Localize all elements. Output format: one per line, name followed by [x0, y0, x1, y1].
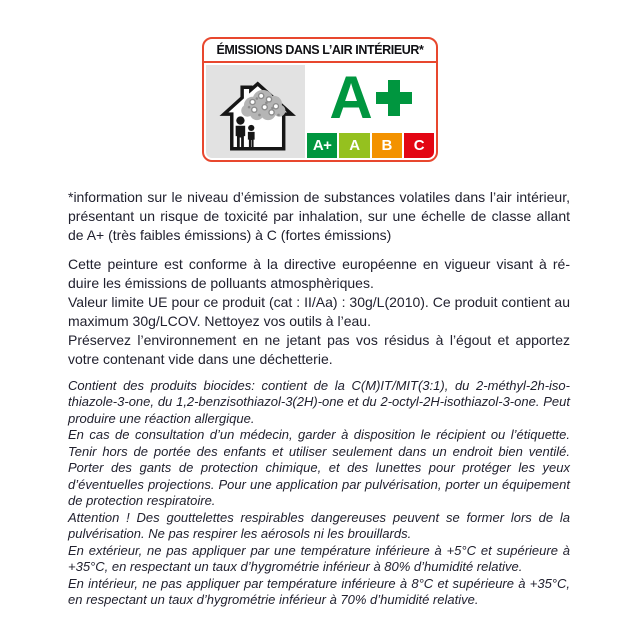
scale-box-c: C	[404, 133, 434, 158]
badge-body	[204, 63, 436, 160]
scale-box-b: B	[372, 133, 402, 158]
house-emissions-icon	[211, 69, 301, 154]
house-pictogram-panel	[206, 65, 305, 158]
biocide-paragraph-precautions: En cas de consultation d’un médecin, garder à disposition le récipient ou l’étiquette. Tenir hors de portée des enfants et utiliser seulement dans un endroit bien ventilé. Porter des gants de protection chimique, et des lunettes pour protéger les yeux d’éventuelles projections. Pour une application par pulvérisation, porter un équipement de protection respiratoire.	[68, 427, 570, 508]
biocide-paragraph-exterior: En extérieur, ne pas appliquer par une température inférieure à +5°C et supérieure à +35°C, en respectant un taux d’hygrométrie inférieur à 80% d’humidité relative.	[68, 542, 570, 574]
scale-box-a-plus: A+	[307, 133, 337, 158]
rating-value	[307, 65, 434, 133]
regulatory-paragraph-environment: Préservez l’environnement en ne jetant pas vos résidus à l’égout et apportez votre contenant vide dans une déchetterie.	[68, 331, 570, 367]
rating-panel	[307, 65, 434, 158]
biocide-paragraph-interior: En intérieur, ne pas appliquer par température inférieure à 8°C et supérieure à +35°C, en respectant un taux d’hygrométrie inférieur à 70% d’humidité relative.	[68, 575, 570, 607]
scale-box-a: A	[339, 133, 369, 158]
badge-title: ÉMISSIONS DANS L’AIR INTÉRIEUR*	[204, 39, 436, 63]
rating-plus-icon	[376, 80, 412, 116]
label-text-block	[68, 188, 570, 609]
regulatory-paragraph-directive: Cette peinture est conforme à la directive européenne en vigueur visant à réduire les émissions de polluants atmosphèriques.	[68, 255, 570, 291]
rating-scale	[307, 133, 434, 158]
biocide-warning-section	[68, 378, 570, 609]
rating-letter: A	[329, 63, 371, 131]
footnote-paragraph: *information sur le niveau d’émission de substances volatiles dans l’air intérieur, présentant un risque de toxicité par inhalation, sur une échelle de classe allant de A+ (très faibles émissions) à C (fortes émissions)	[68, 188, 570, 243]
regulatory-section	[68, 255, 570, 369]
regulatory-paragraph-voc-limit: Valeur limite UE pour ce produit (cat : II/Aa) : 30g/L(2010). Ce produit contient au maximum 30g/LCOV. Nettoyez vos outils à l’eau.	[68, 293, 570, 329]
biocide-paragraph-contents: Contient des produits biocides: contient de la C(M)IT/MIT(3:1), du 2-méthyl-2h-isothiazole-3-one, du 1,2-benzisothiazol-3(2H)-one et du 2-octyl-2H-isothiazol-3-one. Peut produire une réaction allergique.	[68, 377, 570, 426]
indoor-air-emissions-badge	[202, 37, 438, 162]
biocide-paragraph-attention: Attention ! Des gouttelettes respirables dangereuses peuvent se former lors de la pulvérisation. Ne pas respirer les aérosols ni les brouillards.	[68, 509, 570, 541]
